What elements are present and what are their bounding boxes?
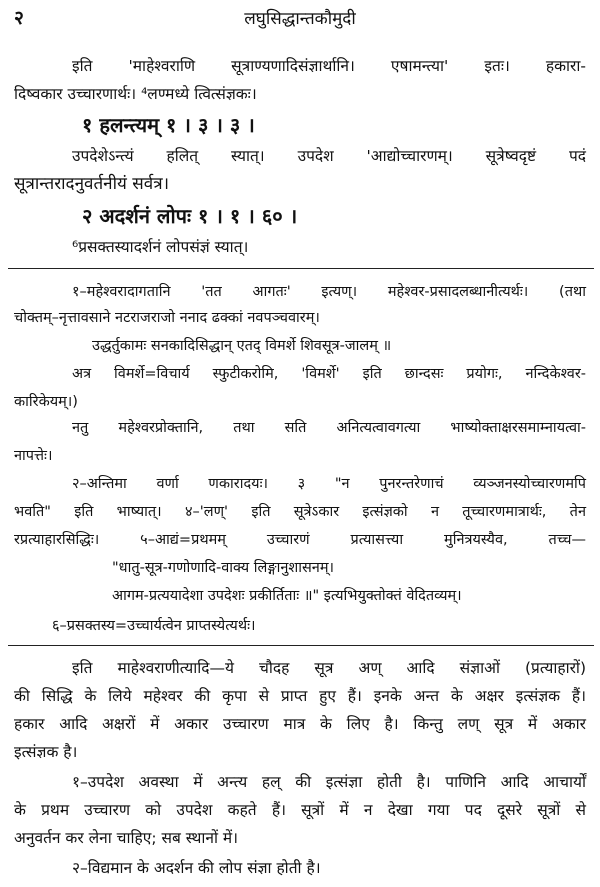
footnote-line: चोक्तम्–नृत्तावसाने नटराजराजो ननाद ढक्कां नवपञ्चवारम्। [14,310,320,326]
book-title: लघुसिद्धान्तकौमुदी [244,9,356,29]
footnote-line: रप्रत्याहारसिद्धिः। ५–आद्यं=प्रथमम् उच्चारणं प्रत्यासत्त्या मुनित्रयस्यैव, तच्च— [14,532,586,548]
footnote-line: १–महेश्वरादागतानि 'तत आगतः' इत्यण्। महेश्वर-प्रसादलब्धानीत्यर्थः। (तथा [72,284,586,300]
footnote-line: नतु महेश्वरप्रोक्तानि, तथा सति अनित्यत्वावगत्या भाष्योक्ताक्षरसमाम्नायत्वा- [72,420,586,436]
text-line: ⁶प्रसक्तस्यादर्शनं लोपसंज्ञं स्यात्। [72,238,249,256]
running-header [14,4,586,30]
commentary-line: की सिद्धि के लिये महेश्वर की कृपा से प्राप्त हुए हैं। इनके अन्त के अक्षर इत्संज्ञक हैं। [14,687,586,705]
footnote-line: नापत्तेः। [14,448,53,464]
footnote-line: अत्र विमर्शे=विचार्य स्फुटीकरोमि, 'विमर्शे' इति छान्दसः प्रयोगः, नन्दिकेश्वर- [72,366,586,382]
text-line: इति 'माहेश्वराणि सूत्राण्यणादिसंज्ञार्थानि। एषामन्त्या' इतः। हकारा- [72,57,586,75]
footnote-line: भवति" इति भाष्यात्। ४–'लण्' इति सूत्रेऽकार इत्संज्ञको न तूच्चारणमात्रार्थः, तेन [14,504,586,520]
commentary-line: हकार आदि अक्षरों में अकार उच्चारण मात्र के लिए है। किन्तु लण् सूत्र में अकार [14,715,586,733]
commentary-line: इति माहेश्वराणीत्यादि—ये चौदह सूत्र अण् आदि संज्ञाओं (प्रत्याहारों) [72,659,586,677]
footnote-line: कारिकेयम्।) [14,394,78,410]
verse-line: आगम-प्रत्ययादेशा उपदेशः प्रकीर्तिताः ॥" इत्यभियुक्तोक्तं वेदितव्यम्। [112,588,462,604]
commentary-line: २–विद्यमान के अदर्शन की लोप संज्ञा होती है। [72,859,321,877]
verse-line: उद्धर्तुकामः सनकादिसिद्धान् एतद् विमर्शे शिवसूत्र-जालम् ॥ [92,338,392,354]
commentary-line: के प्रथम उच्चारण को उपदेश कहते हैं। सूत्रों में न देखा गया पद दूसरे सूत्रों से [14,801,586,819]
section-divider [8,645,594,646]
commentary-line: १–उपदेश अवस्था में अन्त्य हल् की इत्संज्ञा होती है। पाणिनि आदि आचार्यों [72,773,586,791]
page-number: २ [14,7,24,29]
sutra-heading: १ हलन्त्यम् १ । ३ । ३ । [82,113,255,137]
commentary-line: अनुवर्तन कर लेना चाहिए; सब स्थानों में। [14,829,239,847]
text-line: सूत्रान्तरादनुवर्तनीयं सर्वत्र। [14,174,170,194]
text-line: दिष्वकार उच्चारणार्थः। ⁴लण्मध्ये त्वित्संज्ञकः। [14,85,257,103]
verse-line: "धातु-सूत्र-गणोणादि-वाक्य लिङ्गानुशासनम्। [112,560,334,576]
section-divider [8,268,594,269]
footnote-line: ६–प्रसक्तस्य=उच्चार्यत्वेन प्राप्तस्येत्यर्थः। [52,618,256,634]
commentary-line: इत्संज्ञक है। [14,743,78,761]
text-line: उपदेशेऽन्त्यं हलित् स्यात्। उपदेश 'आद्योच्चारणम्। सूत्रेष्वदृष्टं पदं [72,147,586,165]
sutra-heading: २ अदर्शनं लोपः १ । १ । ६० । [82,204,298,228]
footnote-line: २–अन्तिमा वर्णा णकारादयः। ३ "न पुनरन्तरेणाचं व्यञ्जनस्योच्चारणमपि [72,476,586,492]
